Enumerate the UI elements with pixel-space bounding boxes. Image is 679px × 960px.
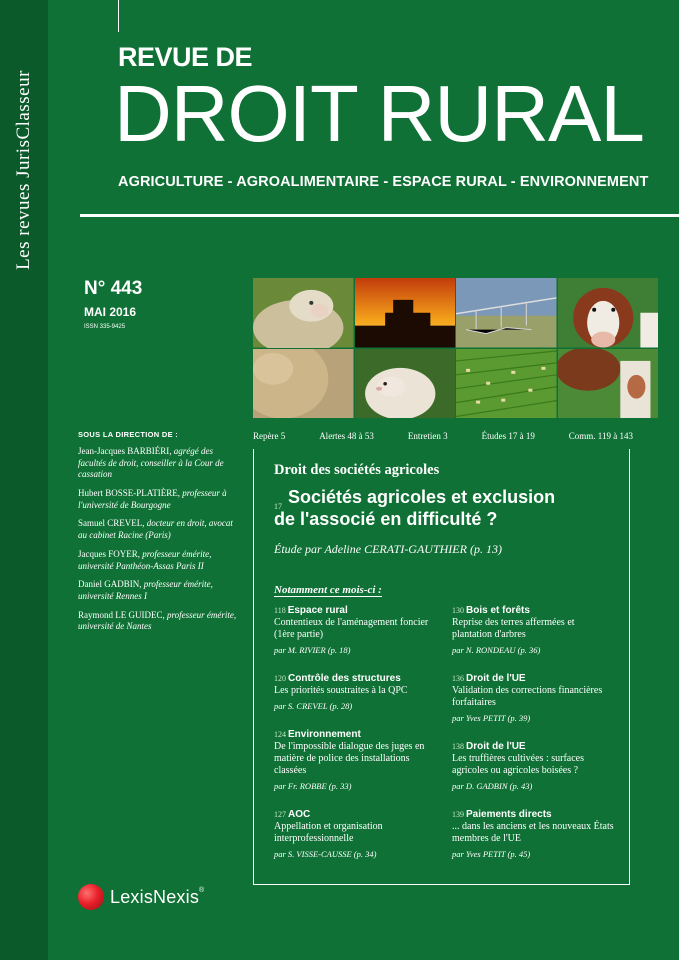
article-number: 118	[274, 606, 286, 615]
publisher-logo	[78, 884, 204, 910]
article-item	[452, 809, 617, 859]
masthead-vertical-rule	[118, 0, 119, 32]
article-heading: Bois et forêts	[466, 605, 530, 616]
spine-band	[0, 0, 48, 960]
article-heading: Droit de l'UE	[466, 673, 526, 684]
article-heading: Contrôle des structures	[288, 673, 401, 684]
article-author: par N. RONDEAU (p. 36)	[452, 645, 541, 655]
lead-title-line2: de l'associé en difficulté ?	[274, 508, 498, 529]
board-member	[78, 488, 238, 511]
article-number: 138	[452, 742, 464, 751]
article-author: par Yves PETIT (p. 39)	[452, 713, 531, 723]
member-role: professeur émérite, université de Nantes	[78, 609, 237, 632]
article-number: 130	[452, 606, 464, 615]
article-heading: Paiements directs	[466, 809, 552, 820]
article-item	[452, 605, 617, 655]
feature-box	[253, 449, 630, 885]
publisher-wordmark: LexisNexis	[110, 886, 200, 907]
article-author: par Fr. ROBBE (p. 33)	[274, 781, 352, 791]
nav-commentaires: Comm. 119 à 143	[568, 431, 633, 441]
board-member	[78, 579, 238, 602]
article-heading: Droit de l'UE	[466, 741, 526, 752]
lamb-photo	[355, 349, 456, 419]
cow-photo	[558, 278, 659, 348]
article-description: ... dans les anciens et les nouveaux États membres de l'UE	[452, 821, 614, 844]
article-description: Contentieux de l'aménagement foncier (1ère partie)	[274, 617, 429, 640]
issue-date: MAI 2016	[84, 305, 137, 319]
section-nav	[253, 431, 633, 441]
article-description: Reprise des terres affermées et plantation d'arbres	[452, 617, 575, 640]
member-role: agrégé des facultés de droit, conseiller à la Cour de cassation	[78, 446, 224, 480]
article-author: par S. CREVEL (p. 28)	[274, 701, 353, 711]
board-member	[78, 446, 238, 481]
hay-bales-photo	[456, 349, 557, 419]
masthead-title: DROIT RURAL	[114, 69, 644, 158]
article-heading: AOC	[288, 809, 311, 820]
issue-number: N° 443	[84, 278, 143, 299]
article-number: 127	[274, 810, 286, 819]
spine-series-title: Les revues JurisClasseur	[13, 70, 34, 270]
member-role: professeur émérite, université Panthéon-Assas Paris II	[78, 548, 212, 571]
member-role: docteur en droit, avocat au cabinet Racine (Paris)	[78, 518, 233, 541]
member-name: Daniel GADBIN,	[78, 579, 142, 590]
masthead-subtitle: AGRICULTURE - AGROALIMENTAIRE - ESPACE RURAL - ENVIRONNEMENT	[118, 174, 649, 190]
article-item	[274, 605, 439, 655]
article-author: par D. GADBIN (p. 43)	[452, 781, 533, 791]
lead-author: Étude par Adeline CERATI-GAUTHIER (p. 13)	[274, 542, 502, 556]
member-name: Samuel CREVEL,	[78, 518, 145, 529]
lead-title-line1: Sociétés agricoles et exclusion	[288, 487, 556, 507]
article-description: Validation des corrections financières forfaitaires	[452, 685, 603, 708]
member-name: Raymond LE GUIDEC,	[78, 609, 165, 620]
article-description: Les truffières cultivées : surfaces agricoles ou agricoles boisées ?	[452, 753, 584, 776]
nav-repere: Repère 5	[253, 431, 286, 441]
calves-photo	[558, 349, 659, 419]
board-heading: SOUS LA DIRECTION DE :	[78, 430, 179, 439]
article-description: Les priorités soustraites à la QPC	[274, 685, 408, 696]
lead-number: 17	[274, 502, 282, 511]
member-role: professeur à l'université de Bourgogne	[78, 488, 227, 510]
nav-etudes: Études 17 à 19	[481, 431, 535, 441]
publisher-name	[110, 887, 204, 908]
board-member	[78, 610, 238, 633]
article-number: 136	[452, 674, 464, 683]
board-member	[78, 518, 238, 541]
article-author: par S. VISSE-CAUSSE (p. 34)	[274, 849, 377, 859]
sheep-wool-photo	[253, 349, 354, 419]
article-heading: Espace rural	[287, 605, 348, 616]
masthead-top: REVUE DE	[118, 42, 253, 72]
tractor-sunset-photo	[355, 278, 456, 348]
member-name: Jacques FOYER,	[78, 548, 140, 559]
article-heading: Environnement	[288, 729, 361, 740]
member-name: Hubert BOSSE-PLATIÈRE,	[78, 488, 180, 499]
lexisnexis-globe-icon	[78, 884, 104, 910]
irrigation-photo	[456, 278, 557, 348]
article-number: 120	[274, 674, 286, 683]
photo-grid	[253, 278, 658, 418]
article-item	[274, 729, 439, 791]
board-member	[78, 549, 238, 572]
article-item	[274, 673, 439, 711]
article-number: 139	[452, 810, 464, 819]
member-role: professeur émérite, université Rennes I	[78, 579, 213, 601]
nav-entretien: Entretien 3	[407, 431, 448, 441]
registered-mark: ®	[199, 886, 205, 894]
nav-alertes: Alertes 48 à 53	[319, 431, 374, 441]
article-number: 124	[274, 730, 286, 739]
sheep-photo	[253, 278, 354, 348]
article-author: par M. RIVIER (p. 18)	[274, 645, 351, 655]
feature-rubric: Droit des sociétés agricoles	[274, 462, 440, 478]
editorial-board	[78, 430, 238, 640]
member-name: Jean-Jacques BARBIÉRI,	[78, 446, 172, 456]
article-author: par Yves PETIT (p. 45)	[452, 849, 531, 859]
issn: ISSN 335-9425	[84, 324, 126, 330]
article-item	[452, 673, 617, 723]
article-description: Appellation et organisation interprofessionnelle	[274, 821, 383, 844]
article-item	[452, 741, 617, 791]
masthead-rule	[80, 214, 679, 217]
article-item	[274, 809, 439, 859]
notamment-heading: Notamment ce mois-ci :	[274, 584, 382, 596]
article-description: De l'impossible dialogue des juges en matière de police des installations classées	[274, 741, 425, 776]
